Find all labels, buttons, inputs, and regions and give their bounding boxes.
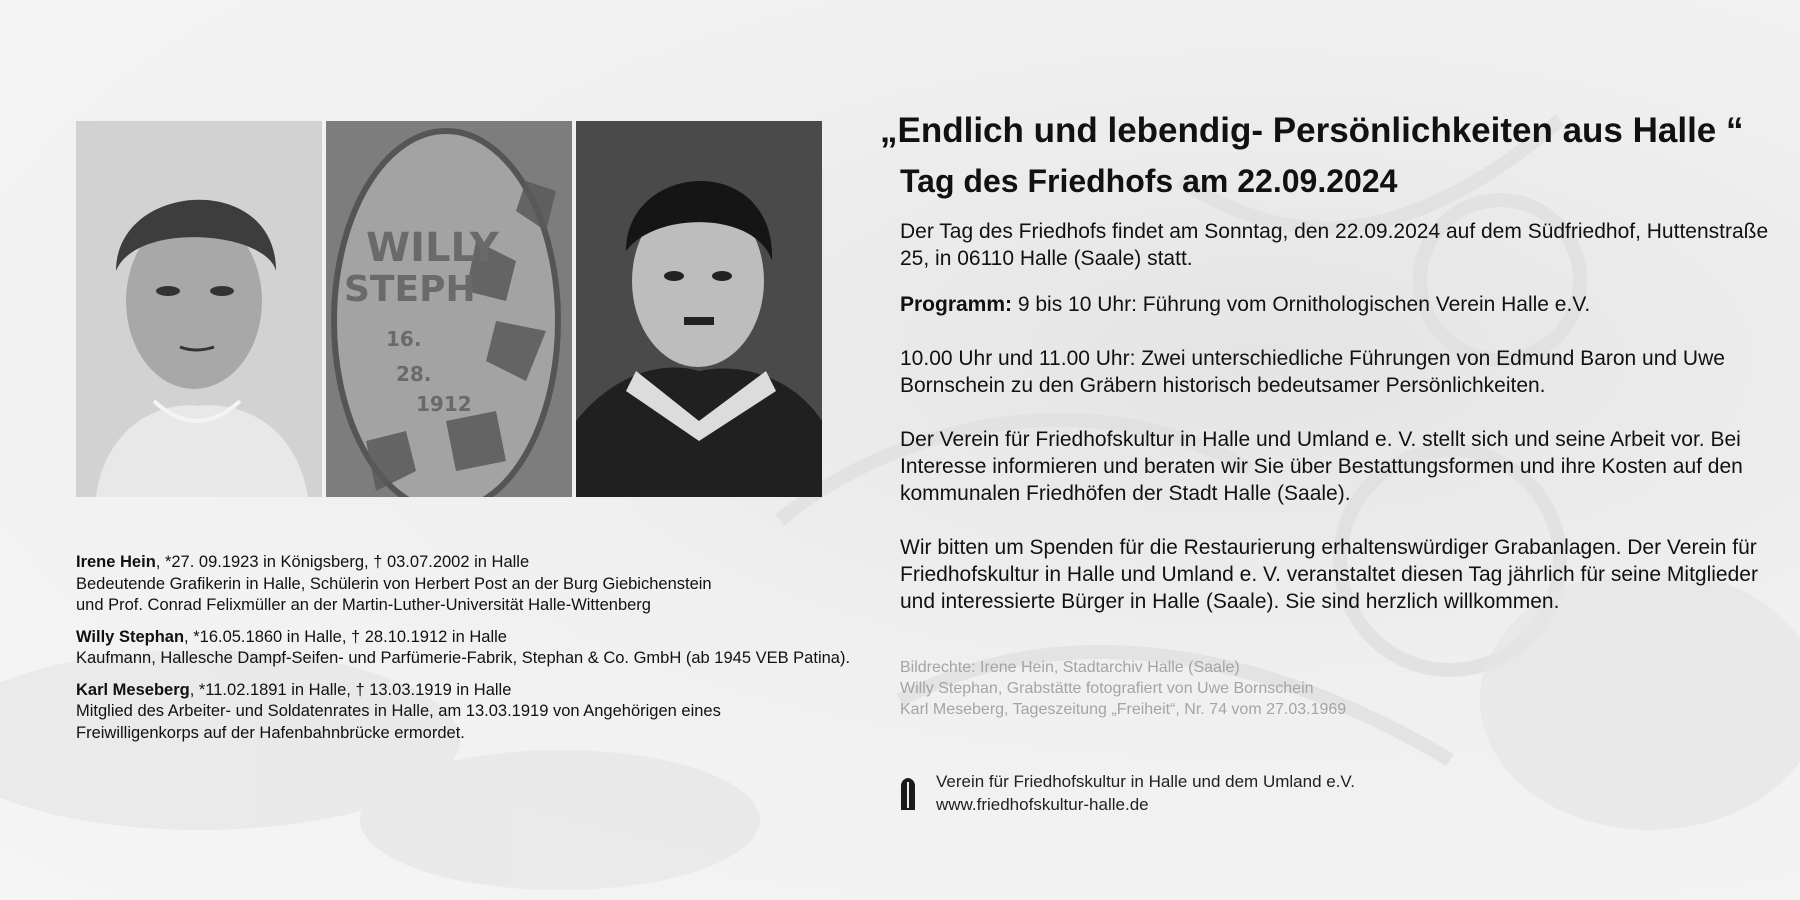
person-karl-meseberg xyxy=(76,680,856,745)
person-dates: , *27. 09.1923 in Königsberg, † 03.07.2002 in Halle xyxy=(155,553,530,571)
person-name: Irene Hein xyxy=(76,553,156,571)
page-subtitle: Tag des Friedhofs am 22.09.2024 xyxy=(900,163,1398,199)
person-name: Willy Stephan xyxy=(76,627,185,646)
program-label: Programm: xyxy=(900,293,1013,316)
svg-text:1912: 1912 xyxy=(416,392,472,416)
association-text: Der Verein für Friedhofskultur in Halle und Umland e. V. stellt sich und seine Arbeit vor. Bei Interesse informieren und beraten wir Sie über Bestattungsformen und ihre Kosten auf den kommunalen Friedhöfen der Stadt Halle (Saale). xyxy=(900,428,1743,505)
svg-text:28.: 28. xyxy=(396,362,432,386)
gravestone-photo-willy-stephan xyxy=(326,121,572,497)
person-irene-hein xyxy=(76,552,856,617)
credit-line: Karl Meseberg, Tageszeitung „Freiheit“, Nr. 74 vom 27.03.1969 xyxy=(900,701,1347,718)
person-description: Bedeutende Grafikerin in Halle, Schülerin von Herbert Post an der Burg Giebichenstein xyxy=(76,574,712,593)
program-text xyxy=(900,291,1780,318)
program-details: 9 bis 10 Uhr: Führung vom Ornithologischen Verein Halle e.V. xyxy=(1012,293,1591,316)
photo-strip xyxy=(76,121,822,497)
page-title: „Endlich und lebendig- Persönlichkeiten aus Halle “ xyxy=(880,111,1744,150)
person-description: Freiwilligenkorps auf der Hafenbahnbrücke ermordet. xyxy=(76,723,465,742)
footer xyxy=(900,770,1355,816)
person-dates: , *11.02.1891 in Halle, † 13.03.1919 in Halle xyxy=(189,680,512,699)
person-description: Kaufmann, Hallesche Dampf-Seifen- und Parfümerie-Fabrik, Stephan & Co. GmbH (ab 1945 VEB Patina). xyxy=(76,649,851,667)
svg-text:16.: 16. xyxy=(386,327,422,351)
svg-text:WILLY: WILLY xyxy=(366,225,499,271)
tours-text: 10.00 Uhr und 11.00 Uhr: Zwei unterschiedliche Führungen von Edmund Baron und Uwe Bornschein zu den Gräbern historisch bedeutsamer Persönlichkeiten. xyxy=(900,347,1725,397)
person-willy-stephan xyxy=(76,627,856,670)
portrait-photo-karl-meseberg xyxy=(576,121,822,497)
person-description: Mitglied des Arbeiter- und Soldatenrates in Halle, am 13.03.1919 von Angehörigen eines xyxy=(76,702,721,720)
intro-text: Der Tag des Friedhofs findet am Sonntag, den 22.09.2024 auf dem Südfriedhof, Huttenstraße 25, in 06110 Halle (Saale) statt. xyxy=(900,220,1769,270)
person-name: Karl Meseberg xyxy=(76,680,190,699)
donations-text: Wir bitten um Spenden für die Restaurierung erhaltenswürdiger Grabanlagen. Der Verein für Friedhofskultur in Halle und Umland e. V. veranstaltet diesen Tag jährlich für seine Mitglieder und interessierte Bürger in Halle (Saale). Sie sind herzlich willkommen. xyxy=(900,536,1758,613)
person-dates: , *16.05.1860 in Halle, † 28.10.1912 in Halle xyxy=(184,627,507,646)
credit-line: Bildrechte: Irene Hein, Stadtarchiv Halle (Saale) xyxy=(900,659,1240,676)
portrait-photo-irene-hein xyxy=(76,121,322,497)
svg-text:STEPH: STEPH xyxy=(344,269,476,310)
person-description: und Prof. Conrad Felixmüller an der Martin-Luther-Universität Halle-Wittenberg xyxy=(76,596,651,614)
gravestone-icon xyxy=(900,778,916,810)
credit-line: Willy Stephan, Grabstätte fotografiert von Uwe Bornschein xyxy=(900,680,1314,697)
persons-list xyxy=(76,552,856,754)
footer-org: Verein für Friedhofskultur in Halle und dem Umland e.V. xyxy=(936,772,1355,791)
footer-url[interactable]: www.friedhofskultur-halle.de xyxy=(936,795,1149,814)
event-info xyxy=(880,108,1780,720)
image-credits xyxy=(900,657,1780,720)
